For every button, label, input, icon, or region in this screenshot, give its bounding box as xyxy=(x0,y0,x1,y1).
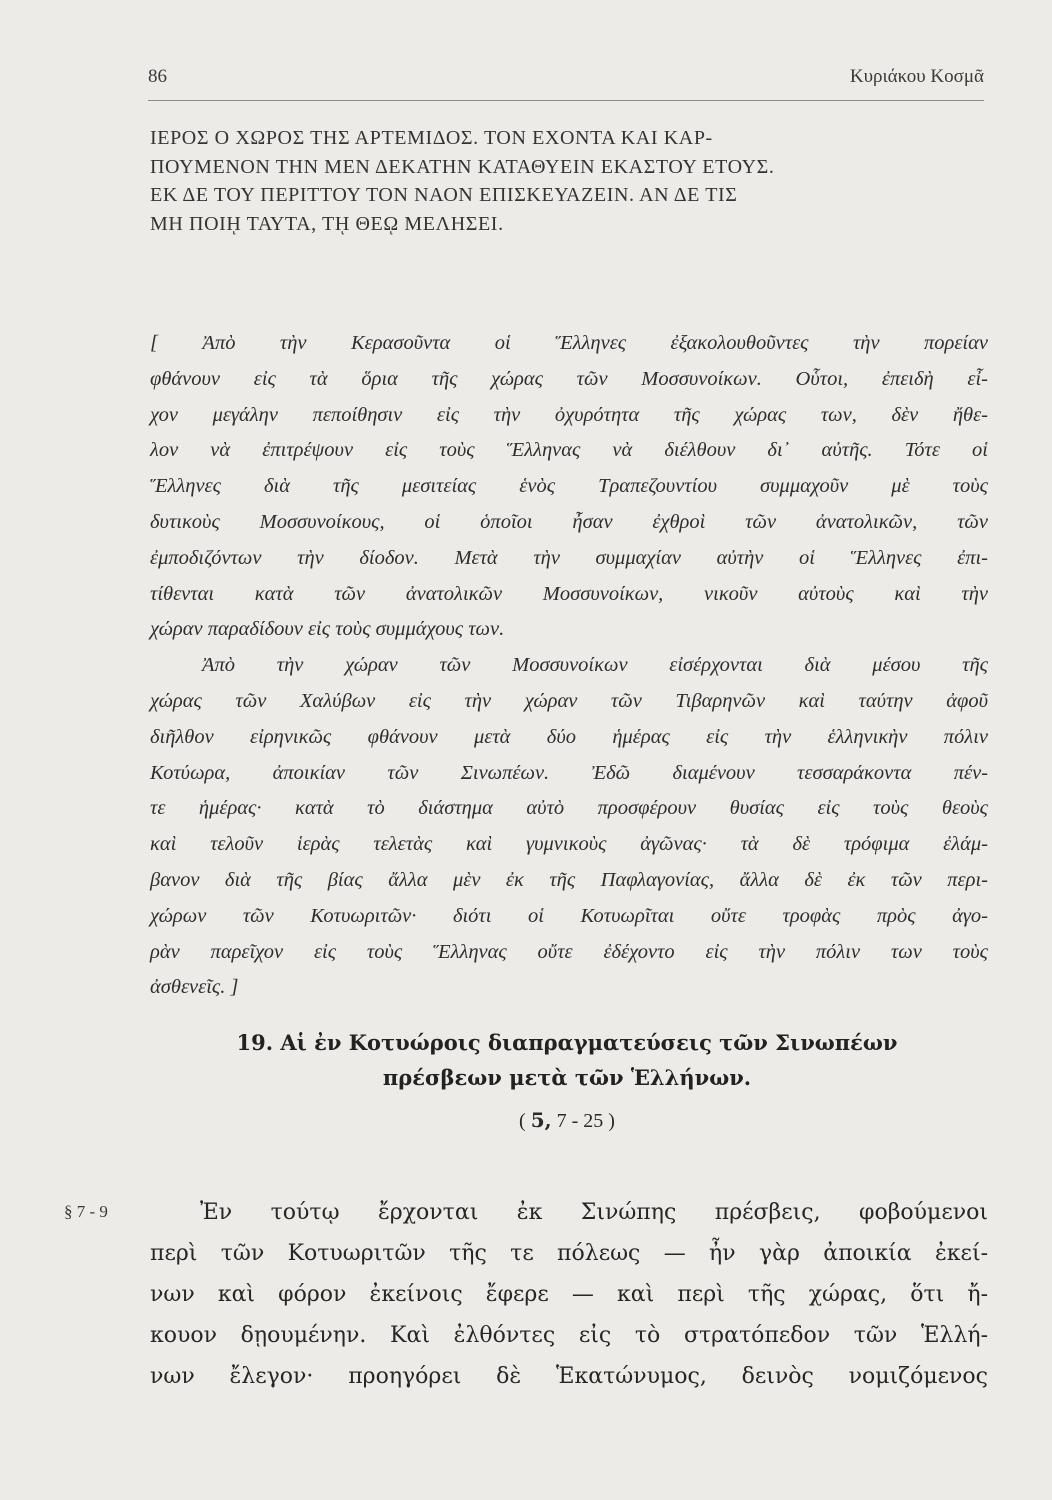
summary-line: Ἕλληνες διὰ τῆς μεσιτείας ἑνὸς Τραπεζουντίου συμμαχοῦν μὲ τοὺς xyxy=(150,475,988,498)
greek-text-line: νων ἔλεγον· προηγόρει δὲ Ἑκατώνυμος, δεινὸς νομιζόμενος xyxy=(150,1364,988,1389)
inscription-block xyxy=(150,124,982,238)
summary-line: καὶ τελοῦν ἱερὰς τελετὰς καὶ γυμνικοὺς ἀγῶνας· τὰ δὲ τρόφιμα ἐλάμ- xyxy=(150,833,988,856)
ref-book: 5, xyxy=(530,1108,552,1132)
greek-text-line: Ἐν τούτῳ ἔρχονται ἐκ Σινώπης πρέσβεις, φοβούμενοι xyxy=(200,1200,988,1225)
inscription-line: ΜΗ ΠΟΙῌ ΤΑΥΤΑ, Τῌ ΘΕῼ ΜΕΛΗΣΕΙ. xyxy=(150,212,504,235)
summary-line: λον νὰ ἐπιτρέψουν εἰς τοὺς Ἕλληνας νὰ διέλθουν δι᾿ αὐτῆς. Τότε οἱ xyxy=(150,439,988,462)
inscription-line: ΙΕΡΟΣ Ο ΧΩΡΟΣ ΤΗΣ ΑΡΤΕΜΙΔΟΣ. ΤΟΝ ΕΧΟΝΤΑ ΚΑΙ ΚΑΡ- xyxy=(150,127,713,149)
running-title: Κυριάκου Κοσμᾶ xyxy=(849,66,984,87)
summary-line: ἐμποδιζόντων τὴν δίοδον. Μετὰ τὴν συμμαχίαν αὐτὴν οἱ Ἕλληνες ἐπι- xyxy=(150,546,988,569)
section-title-line: πρέσβεων μετὰ τῶν Ἑλλήνων. xyxy=(382,1065,752,1090)
page-header xyxy=(148,66,984,96)
ref-range: 7 - 25 xyxy=(556,1110,604,1132)
summary-paragraph xyxy=(150,326,988,1006)
summary-line: τε ἡμέρας· κατὰ τὸ διάστημα αὐτὸ προσφέρουν θυσίας εἰς τοὺς θεοὺς xyxy=(150,797,988,820)
inscription-line: ΠΟΥΜΕΝΟΝ ΤΗΝ ΜΕΝ ΔΕΚΑΤΗΝ ΚΑΤΑΘΥΕΙΝ ΕΚΑΣΤΟΥ ΕΤΟΥΣ. xyxy=(150,155,775,178)
margin-reference: § 7 - 9 xyxy=(64,1202,108,1221)
header-rule xyxy=(148,100,984,101)
summary-line: χώρας τῶν Χαλύβων εἰς τὴν χώραν τῶν Τιβαρηνῶν καὶ ταύτην ἀφοῦ xyxy=(150,689,988,712)
summary-line: χώρων τῶν Κοτυωριτῶν· διότι οἱ Κοτυωρῖται οὔτε τροφὰς πρὸς ἀγο- xyxy=(150,904,988,927)
greek-text xyxy=(150,1192,988,1397)
summary-line: φθάνουν εἰς τὰ ὅρια τῆς χώρας τῶν Μοσσυνοίκων. Οὗτοι, ἐπειδὴ εἶ- xyxy=(150,367,988,390)
ref-paren-open: ( xyxy=(519,1110,526,1132)
summary-line: τίθενται κατὰ τῶν ἀνατολικῶν Μοσσυνοίκων, νικοῦν αὐτοὺς καὶ τὴν xyxy=(150,582,988,605)
summary-line: Κοτύωρα, ἀποικίαν τῶν Σινωπέων. Ἐδῶ διαμένουν τεσσαράκοντα πέν- xyxy=(150,761,988,784)
section-title xyxy=(150,1025,984,1095)
summary-line: Ἀπὸ τὴν χώραν τῶν Μοσσυνοίκων εἰσέρχονται διὰ μέσου τῆς xyxy=(202,654,988,677)
summary-line: ἀσθενεῖς. ] xyxy=(150,976,239,999)
ref-paren-close: ) xyxy=(608,1110,615,1132)
section-title-line: 19. Αἱ ἐν Κοτυώροις διαπραγματεύσεις τῶν Σινωπέων xyxy=(236,1030,898,1055)
inscription-line: ΕΚ ΔΕ ΤΟΥ ΠΕΡΙΤΤΟΥ ΤΟΝ ΝΑΟΝ ΕΠΙΣΚΕΥΑΖΕΙΝ. ΑΝ ΔΕ ΤΙΣ xyxy=(150,184,738,206)
greek-text-line: περὶ τῶν Κοτυωριτῶν τῆς τε πόλεως — ἦν γὰρ ἀποικία ἐκεί- xyxy=(150,1241,988,1266)
summary-line: διῆλθον εἰρηνικῶς φθάνουν μετὰ δύο ἡμέρας εἰς τὴν ἑλληνικὴν πόλιν xyxy=(150,725,988,748)
summary-line: βανον διὰ τῆς βίας ἄλλα μὲν ἐκ τῆς Παφλαγονίας, ἄλλα δὲ ἐκ τῶν περι- xyxy=(150,868,988,891)
summary-line: χώραν παραδίδουν εἰς τοὺς συμμάχους των. xyxy=(150,618,505,641)
section-reference xyxy=(150,1108,984,1133)
greek-text-line: κουον δῃουμένην. Καὶ ἐλθόντες εἰς τὸ στρατόπεδον τῶν Ἑλλή- xyxy=(150,1323,988,1348)
page-number: 86 xyxy=(148,66,167,87)
summary-line: ρὰν παρεῖχον εἰς τοὺς Ἕλληνας οὔτε ἐδέχοντο εἰς τὴν πόλιν των τοὺς xyxy=(150,940,988,963)
summary-line: χον μεγάλην πεποίθησιν εἰς τὴν ὀχυρότητα τῆς χώρας των, δὲν ἤθε- xyxy=(150,403,988,426)
summary-line: [ Ἀπὸ τὴν Κερασοῦντα οἱ Ἕλληνες ἐξακολουθοῦντες τὴν πορείαν xyxy=(150,332,988,354)
summary-line: δυτικοὺς Μοσσυνοίκους, οἱ ὁποῖοι ἦσαν ἐχθροὶ τῶν ἀνατολικῶν, τῶν xyxy=(150,510,988,533)
greek-text-line: νων καὶ φόρον ἐκείνοις ἔφερε — καὶ περὶ τῆς χώρας, ὅτι ἤ- xyxy=(150,1282,988,1307)
